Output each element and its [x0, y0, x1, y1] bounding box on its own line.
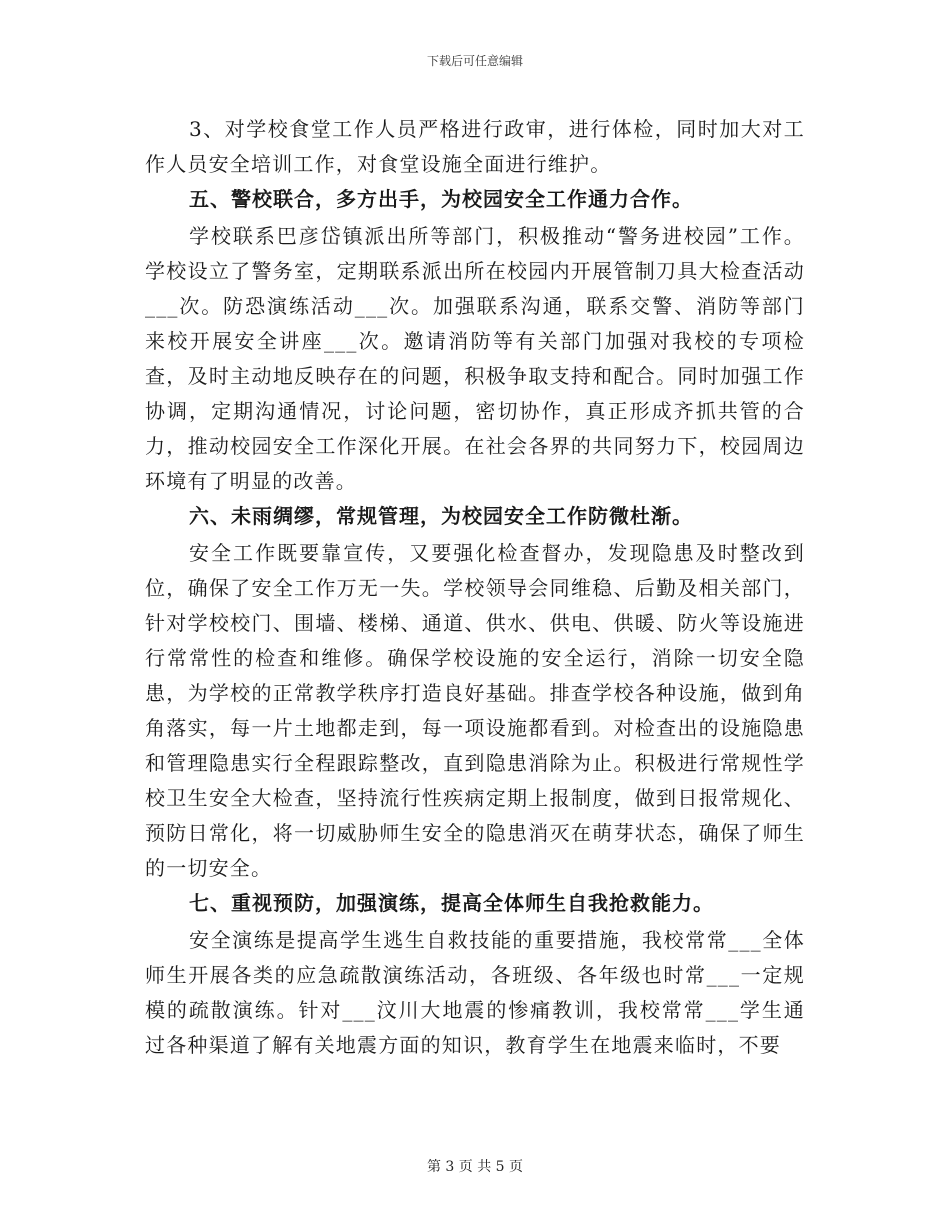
section-heading-5: 五、警校联合，多方出手，为校园安全工作通力合作。: [189, 187, 693, 211]
paragraph-police-cooperation: 学校联系巴彦岱镇派出所等部门，积极推动“警务进校园”工作。学校设立了警务室，定期联系派出所在校园内开展管制刀具大检查活动___次。防恐演练活动___次。加强联系沟通，联系交警、消防等部门来校开展安全讲座___次。邀请消防等有关部门加强对我校的专项检查，及时主动地反映存在的问题，积极争取支持和配合。同时加强工作协调，定期沟通情况，讨论问题，密切协作，真正形成齐抓共管的合力，推动校园安全工作深化开展。在社会各界的共同努力下，校园周边环境有了明显的改善。: [145, 224, 805, 493]
section-heading-6: 六、未雨绸缪，常规管理，为校园安全工作防微杜渐。: [189, 504, 693, 528]
paragraph-canteen-staff: 3、对学校食堂工作人员严格进行政审，进行体检，同时加大对工作人员安全培训工作，对食堂设施全面进行维护。: [145, 117, 805, 176]
section-heading-7: 七、重视预防，加强演练，提高全体师生自我抢救能力。: [189, 891, 714, 915]
page-number: 第 3 页 共 5 页: [426, 1159, 524, 1175]
paragraph-drills: 安全演练是提高学生逃生自救技能的重要措施，我校常常___全体师生开展各类的应急疏散演练活动，各班级、各年级也时常___一定规模的疏散演练。针对___汶川大地震的惨痛教训，我校常常___学生通过各种渠道了解有关地震方面的知识，教育学生在地震来临时，不要: [145, 928, 805, 1057]
paragraph-routine-management: 安全工作既要靠宣传，又要强化检查督办，发现隐患及时整改到位，确保了安全工作万无一失。学校领导会同维稳、后勤及相关部门，针对学校校门、围墙、楼梯、通道、供水、供电、供暖、防火等设施进行常常性的检查和维修。确保学校设施的安全运行，消除一切安全隐患，为学校的正常教学秩序打造良好基础。排查学校各种设施，做到角角落实，每一片土地都走到，每一项设施都看到。对检查出的设施隐患和管理隐患实行全程跟踪整改，直到隐患消除为止。积极进行常规性学校卫生安全大检查，坚持流行性疾病定期上报制度，做到日报常规化、预防日常化，将一切威胁师生安全的隐患消灭在萌芽状态，确保了师生的一切安全。: [145, 541, 805, 880]
page-header-note: 下载后可任意编辑: [426, 54, 523, 68]
document-body: [145, 112, 805, 1063]
